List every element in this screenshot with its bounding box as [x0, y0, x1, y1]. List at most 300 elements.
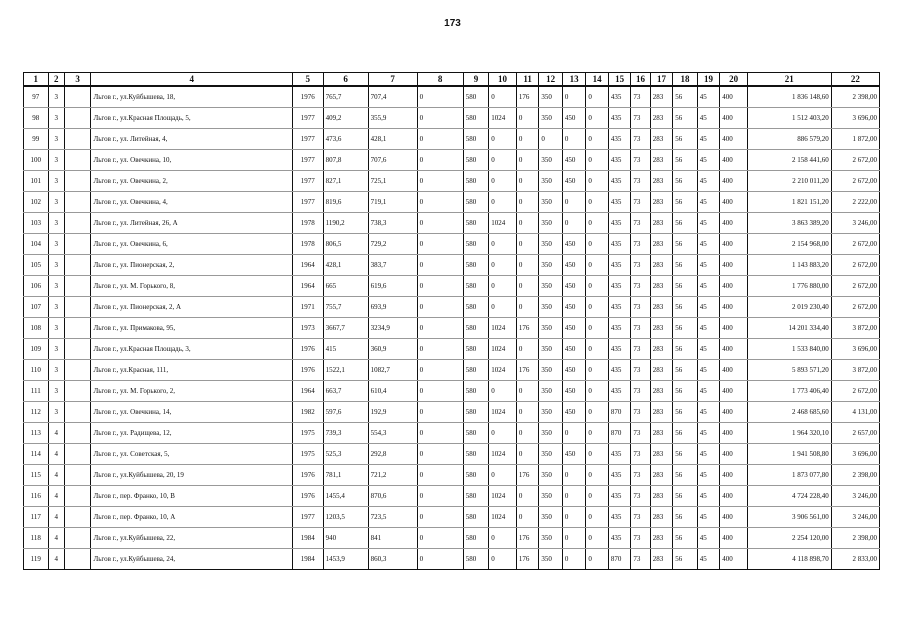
table-cell-col-7: 355,9	[368, 108, 417, 129]
table-cell-col-9: 580	[463, 486, 489, 507]
table-cell-col-2: 3	[48, 213, 64, 234]
table-cell-col-8: 0	[417, 255, 463, 276]
table-cell-col-3	[64, 549, 91, 570]
table-cell-col-13: 0	[562, 129, 586, 150]
table-cell-col-11: 176	[516, 549, 538, 570]
table-cell-col-9: 580	[463, 360, 489, 381]
table-row	[24, 549, 880, 570]
table-cell-col-7: 738,3	[368, 213, 417, 234]
table-cell-col-16: 73	[631, 276, 650, 297]
table-cell-col-17: 283	[650, 255, 672, 276]
table-cell-col-15: 435	[608, 86, 630, 108]
column-header-11: 11	[516, 73, 538, 87]
table-cell-col-9: 580	[463, 402, 489, 423]
table-cell-col-8: 0	[417, 360, 463, 381]
table-cell-col-2: 4	[48, 528, 64, 549]
table-cell-col-3	[64, 339, 91, 360]
table-row	[24, 402, 880, 423]
table-cell-col-20: 400	[720, 108, 748, 129]
table-cell-col-12: 350	[539, 108, 563, 129]
table-cell-col-21: 5 893 571,20	[747, 360, 831, 381]
table-cell-col-3	[64, 507, 91, 528]
table-cell-col-1: 98	[24, 108, 49, 129]
table-cell-col-2: 3	[48, 150, 64, 171]
table-cell-col-19: 45	[697, 381, 719, 402]
table-cell-col-5: 1977	[292, 108, 323, 129]
table-cell-col-19: 45	[697, 129, 719, 150]
table-cell-col-20: 400	[720, 486, 748, 507]
table-cell-col-16: 73	[631, 465, 650, 486]
table-cell-col-5: 1976	[292, 465, 323, 486]
table-cell-col-4: Льгов г., ул.Куйбышева, 18,	[91, 86, 292, 108]
table-cell-col-20: 400	[720, 192, 748, 213]
table-cell-col-8: 0	[417, 234, 463, 255]
table-cell-col-19: 45	[697, 297, 719, 318]
table-cell-col-22: 3 872,00	[831, 318, 879, 339]
table-cell-col-17: 283	[650, 465, 672, 486]
table-cell-col-12: 350	[539, 339, 563, 360]
table-cell-col-13: 450	[562, 276, 586, 297]
table-cell-col-9: 580	[463, 465, 489, 486]
column-header-5: 5	[292, 73, 323, 87]
table-row	[24, 318, 880, 339]
table-cell-col-17: 283	[650, 276, 672, 297]
table-cell-col-14: 0	[586, 150, 608, 171]
table-cell-col-9: 580	[463, 213, 489, 234]
table-cell-col-22: 3 696,00	[831, 108, 879, 129]
table-cell-col-5: 1978	[292, 213, 323, 234]
table-cell-col-19: 45	[697, 528, 719, 549]
table-cell-col-3	[64, 171, 91, 192]
table-cell-col-17: 283	[650, 402, 672, 423]
column-header-14: 14	[586, 73, 608, 87]
table-cell-col-7: 721,2	[368, 465, 417, 486]
table-cell-col-15: 435	[608, 297, 630, 318]
table-cell-col-4: Льгов г., ул. Литейная, 4,	[91, 129, 292, 150]
table-cell-col-10: 1024	[489, 402, 517, 423]
table-cell-col-16: 73	[631, 171, 650, 192]
table-cell-col-16: 73	[631, 423, 650, 444]
table-cell-col-1: 114	[24, 444, 49, 465]
table-cell-col-8: 0	[417, 402, 463, 423]
table-cell-col-10: 0	[489, 234, 517, 255]
table-cell-col-18: 56	[673, 381, 698, 402]
table-cell-col-17: 283	[650, 108, 672, 129]
table-cell-col-9: 580	[463, 234, 489, 255]
table-cell-col-5: 1976	[292, 360, 323, 381]
table-cell-col-22: 2 672,00	[831, 381, 879, 402]
table-cell-col-16: 73	[631, 549, 650, 570]
table-cell-col-18: 56	[673, 444, 698, 465]
table-cell-col-9: 580	[463, 171, 489, 192]
table-cell-col-15: 435	[608, 381, 630, 402]
table-cell-col-10: 1024	[489, 444, 517, 465]
table-cell-col-14: 0	[586, 360, 608, 381]
table-cell-col-22: 2 672,00	[831, 171, 879, 192]
table-cell-col-2: 3	[48, 318, 64, 339]
table-cell-col-20: 400	[720, 255, 748, 276]
table-cell-col-13: 0	[562, 86, 586, 108]
table-cell-col-6: 665	[323, 276, 368, 297]
table-cell-col-11: 0	[516, 129, 538, 150]
table-cell-col-8: 0	[417, 129, 463, 150]
table-cell-col-11: 176	[516, 465, 538, 486]
table-cell-col-19: 45	[697, 255, 719, 276]
table-cell-col-1: 109	[24, 339, 49, 360]
column-header-7: 7	[368, 73, 417, 87]
table-cell-col-22: 2 833,00	[831, 549, 879, 570]
table-cell-col-1: 104	[24, 234, 49, 255]
table-cell-col-19: 45	[697, 423, 719, 444]
table-cell-col-12: 350	[539, 297, 563, 318]
table-cell-col-21: 2 210 011,20	[747, 171, 831, 192]
table-cell-col-15: 870	[608, 402, 630, 423]
table-cell-col-14: 0	[586, 213, 608, 234]
table-cell-col-22: 3 246,00	[831, 507, 879, 528]
table-row	[24, 255, 880, 276]
table-cell-col-6: 765,7	[323, 86, 368, 108]
table-cell-col-4: Льгов г., ул. Пионерская, 2, А	[91, 297, 292, 318]
table-cell-col-10: 1024	[489, 318, 517, 339]
table-cell-col-11: 176	[516, 86, 538, 108]
table-cell-col-7: 292,8	[368, 444, 417, 465]
table-cell-col-7: 729,2	[368, 234, 417, 255]
table-cell-col-19: 45	[697, 171, 719, 192]
table-cell-col-18: 56	[673, 486, 698, 507]
table-cell-col-15: 435	[608, 507, 630, 528]
table-cell-col-5: 1964	[292, 381, 323, 402]
table-cell-col-21: 1 773 406,40	[747, 381, 831, 402]
table-cell-col-15: 435	[608, 108, 630, 129]
table-row	[24, 423, 880, 444]
table-cell-col-16: 73	[631, 318, 650, 339]
table-cell-col-2: 3	[48, 192, 64, 213]
table-cell-col-10: 0	[489, 86, 517, 108]
table-cell-col-4: Льгов г., ул.Красная Площадь, 5,	[91, 108, 292, 129]
table-row	[24, 465, 880, 486]
table-cell-col-7: 719,1	[368, 192, 417, 213]
table-cell-col-13: 0	[562, 486, 586, 507]
table-cell-col-12: 350	[539, 486, 563, 507]
table-cell-col-13: 450	[562, 360, 586, 381]
table-cell-col-5: 1973	[292, 318, 323, 339]
table-cell-col-12: 350	[539, 423, 563, 444]
table-cell-col-8: 0	[417, 381, 463, 402]
table-cell-col-13: 450	[562, 318, 586, 339]
table-cell-col-22: 2 672,00	[831, 255, 879, 276]
table-cell-col-8: 0	[417, 507, 463, 528]
table-cell-col-19: 45	[697, 234, 719, 255]
table-cell-col-20: 400	[720, 276, 748, 297]
table-cell-col-19: 45	[697, 465, 719, 486]
table-cell-col-12: 350	[539, 549, 563, 570]
table-cell-col-4: Льгов г., ул.Куйбышева, 20, 19	[91, 465, 292, 486]
table-cell-col-9: 580	[463, 86, 489, 108]
table-cell-col-17: 283	[650, 86, 672, 108]
table-cell-col-5: 1975	[292, 423, 323, 444]
table-cell-col-15: 435	[608, 486, 630, 507]
table-cell-col-11: 0	[516, 423, 538, 444]
table-cell-col-19: 45	[697, 150, 719, 171]
table-cell-col-6: 663,7	[323, 381, 368, 402]
table-cell-col-12: 350	[539, 381, 563, 402]
table-row	[24, 213, 880, 234]
table-cell-col-19: 45	[697, 444, 719, 465]
table-cell-col-16: 73	[631, 108, 650, 129]
table-cell-col-17: 283	[650, 486, 672, 507]
table-cell-col-13: 450	[562, 402, 586, 423]
table-cell-col-2: 4	[48, 465, 64, 486]
table-cell-col-13: 450	[562, 381, 586, 402]
table-cell-col-21: 1 821 151,20	[747, 192, 831, 213]
table-cell-col-13: 450	[562, 444, 586, 465]
table-cell-col-3	[64, 129, 91, 150]
table-cell-col-8: 0	[417, 339, 463, 360]
table-cell-col-14: 0	[586, 86, 608, 108]
table-cell-col-12: 350	[539, 318, 563, 339]
table-cell-col-16: 73	[631, 129, 650, 150]
table-cell-col-11: 176	[516, 528, 538, 549]
table-cell-col-10: 1024	[489, 213, 517, 234]
table-cell-col-18: 56	[673, 402, 698, 423]
table-cell-col-20: 400	[720, 339, 748, 360]
table-cell-col-7: 554,3	[368, 423, 417, 444]
table-cell-col-14: 0	[586, 192, 608, 213]
table-cell-col-17: 283	[650, 528, 672, 549]
table-cell-col-21: 2 468 685,60	[747, 402, 831, 423]
column-header-22: 22	[831, 73, 879, 87]
table-row	[24, 234, 880, 255]
table-cell-col-19: 45	[697, 108, 719, 129]
table-cell-col-16: 73	[631, 507, 650, 528]
table-cell-col-13: 450	[562, 297, 586, 318]
table-cell-col-10: 0	[489, 276, 517, 297]
table-cell-col-6: 739,3	[323, 423, 368, 444]
table-cell-col-7: 723,5	[368, 507, 417, 528]
table-cell-col-14: 0	[586, 318, 608, 339]
table-cell-col-21: 1 512 403,20	[747, 108, 831, 129]
table-cell-col-13: 0	[562, 528, 586, 549]
table-cell-col-10: 0	[489, 465, 517, 486]
table-cell-col-18: 56	[673, 297, 698, 318]
table-cell-col-14: 0	[586, 549, 608, 570]
table-cell-col-21: 1 143 883,20	[747, 255, 831, 276]
table-cell-col-21: 886 579,20	[747, 129, 831, 150]
table-cell-col-8: 0	[417, 276, 463, 297]
table-cell-col-20: 400	[720, 150, 748, 171]
table-cell-col-5: 1976	[292, 339, 323, 360]
table-cell-col-15: 435	[608, 318, 630, 339]
table-cell-col-21: 4 118 898,70	[747, 549, 831, 570]
table-cell-col-17: 283	[650, 192, 672, 213]
table-row	[24, 339, 880, 360]
table-cell-col-14: 0	[586, 507, 608, 528]
table-cell-col-5: 1977	[292, 171, 323, 192]
table-cell-col-20: 400	[720, 318, 748, 339]
table-cell-col-13: 450	[562, 108, 586, 129]
table-cell-col-13: 0	[562, 192, 586, 213]
table-cell-col-21: 2 254 120,00	[747, 528, 831, 549]
table-cell-col-16: 73	[631, 486, 650, 507]
column-header-12: 12	[539, 73, 563, 87]
table-cell-col-18: 56	[673, 150, 698, 171]
table-cell-col-18: 56	[673, 255, 698, 276]
table-cell-col-4: Льгов г., ул. Овечкина, 2,	[91, 171, 292, 192]
table-cell-col-6: 1522,1	[323, 360, 368, 381]
table-cell-col-14: 0	[586, 402, 608, 423]
table-cell-col-10: 0	[489, 549, 517, 570]
table-cell-col-2: 3	[48, 339, 64, 360]
table-cell-col-18: 56	[673, 423, 698, 444]
table-cell-col-19: 45	[697, 507, 719, 528]
table-cell-col-12: 350	[539, 234, 563, 255]
table-cell-col-11: 0	[516, 213, 538, 234]
table-cell-col-11: 176	[516, 360, 538, 381]
table-cell-col-3	[64, 86, 91, 108]
table-cell-col-17: 283	[650, 507, 672, 528]
table-cell-col-1: 106	[24, 276, 49, 297]
table-cell-col-2: 3	[48, 381, 64, 402]
table-cell-col-21: 1 776 880,00	[747, 276, 831, 297]
table-cell-col-5: 1982	[292, 402, 323, 423]
table-cell-col-9: 580	[463, 276, 489, 297]
table-cell-col-5: 1978	[292, 234, 323, 255]
table-cell-col-9: 580	[463, 507, 489, 528]
table-cell-col-7: 619,6	[368, 276, 417, 297]
table-cell-col-6: 1453,9	[323, 549, 368, 570]
table-cell-col-8: 0	[417, 444, 463, 465]
table-cell-col-12: 350	[539, 528, 563, 549]
table-cell-col-5: 1984	[292, 549, 323, 570]
table-cell-col-18: 56	[673, 528, 698, 549]
table-header-row	[24, 73, 880, 87]
table-body	[24, 86, 880, 570]
column-header-4: 4	[91, 73, 292, 87]
table-cell-col-4: Льгов г., ул. Советская, 5,	[91, 444, 292, 465]
table-cell-col-5: 1977	[292, 129, 323, 150]
table-cell-col-17: 283	[650, 234, 672, 255]
table-row	[24, 507, 880, 528]
table-cell-col-16: 73	[631, 255, 650, 276]
table-cell-col-12: 350	[539, 255, 563, 276]
table-row	[24, 192, 880, 213]
table-cell-col-17: 283	[650, 318, 672, 339]
table-cell-col-16: 73	[631, 297, 650, 318]
table-cell-col-16: 73	[631, 339, 650, 360]
table-cell-col-14: 0	[586, 171, 608, 192]
table-cell-col-9: 580	[463, 150, 489, 171]
table-cell-col-18: 56	[673, 213, 698, 234]
table-cell-col-13: 0	[562, 549, 586, 570]
table-cell-col-12: 350	[539, 150, 563, 171]
table-cell-col-20: 400	[720, 444, 748, 465]
table-cell-col-4: Льгов г., ул. М. Горького, 2,	[91, 381, 292, 402]
table-cell-col-1: 119	[24, 549, 49, 570]
table-cell-col-13: 0	[562, 213, 586, 234]
table-cell-col-7: 610,4	[368, 381, 417, 402]
table-cell-col-7: 693,9	[368, 297, 417, 318]
table-cell-col-6: 597,6	[323, 402, 368, 423]
table-cell-col-9: 580	[463, 549, 489, 570]
table-cell-col-13: 450	[562, 339, 586, 360]
column-header-18: 18	[673, 73, 698, 87]
table-cell-col-22: 3 246,00	[831, 486, 879, 507]
table-cell-col-22: 2 398,00	[831, 528, 879, 549]
table-cell-col-3	[64, 213, 91, 234]
table-cell-col-8: 0	[417, 486, 463, 507]
table-cell-col-14: 0	[586, 444, 608, 465]
table-cell-col-18: 56	[673, 549, 698, 570]
table-cell-col-1: 117	[24, 507, 49, 528]
table-cell-col-18: 56	[673, 318, 698, 339]
table-cell-col-6: 827,1	[323, 171, 368, 192]
table-cell-col-15: 435	[608, 465, 630, 486]
table-cell-col-2: 4	[48, 549, 64, 570]
table-cell-col-10: 0	[489, 381, 517, 402]
table-cell-col-2: 3	[48, 108, 64, 129]
table-cell-col-18: 56	[673, 276, 698, 297]
table-cell-col-15: 435	[608, 276, 630, 297]
table-cell-col-12: 350	[539, 465, 563, 486]
table-cell-col-5: 1976	[292, 86, 323, 108]
table-cell-col-11: 0	[516, 402, 538, 423]
table-cell-col-19: 45	[697, 402, 719, 423]
table-cell-col-19: 45	[697, 339, 719, 360]
table-row	[24, 528, 880, 549]
table-cell-col-11: 0	[516, 297, 538, 318]
table-cell-col-4: Льгов г., пер. Франко, 10, В	[91, 486, 292, 507]
table-cell-col-22: 2 222,00	[831, 192, 879, 213]
table-cell-col-10: 0	[489, 192, 517, 213]
table-row	[24, 360, 880, 381]
table-cell-col-14: 0	[586, 276, 608, 297]
table-cell-col-8: 0	[417, 150, 463, 171]
table-cell-col-16: 73	[631, 86, 650, 108]
table-row	[24, 444, 880, 465]
table-cell-col-2: 4	[48, 423, 64, 444]
table-cell-col-13: 450	[562, 150, 586, 171]
table-cell-col-1: 97	[24, 86, 49, 108]
table-row	[24, 171, 880, 192]
table-cell-col-15: 435	[608, 528, 630, 549]
table-cell-col-7: 360,9	[368, 339, 417, 360]
table-cell-col-2: 3	[48, 171, 64, 192]
column-header-10: 10	[489, 73, 517, 87]
table-cell-col-14: 0	[586, 234, 608, 255]
table-cell-col-16: 73	[631, 150, 650, 171]
table-cell-col-14: 0	[586, 339, 608, 360]
table-cell-col-14: 0	[586, 423, 608, 444]
table-cell-col-10: 1024	[489, 360, 517, 381]
table-cell-col-16: 73	[631, 360, 650, 381]
table-cell-col-6: 473,6	[323, 129, 368, 150]
table-cell-col-10: 0	[489, 150, 517, 171]
table-cell-col-4: Льгов г., ул. М. Горького, 8,	[91, 276, 292, 297]
table-cell-col-19: 45	[697, 318, 719, 339]
table-cell-col-22: 2 657,00	[831, 423, 879, 444]
table-cell-col-22: 2 672,00	[831, 150, 879, 171]
table-cell-col-15: 435	[608, 360, 630, 381]
table-cell-col-3	[64, 108, 91, 129]
table-cell-col-1: 116	[24, 486, 49, 507]
table-cell-col-3	[64, 486, 91, 507]
table-cell-col-11: 176	[516, 318, 538, 339]
table-cell-col-22: 3 246,00	[831, 213, 879, 234]
table-cell-col-18: 56	[673, 192, 698, 213]
table-cell-col-12: 350	[539, 276, 563, 297]
table-cell-col-14: 0	[586, 297, 608, 318]
table-cell-col-16: 73	[631, 234, 650, 255]
